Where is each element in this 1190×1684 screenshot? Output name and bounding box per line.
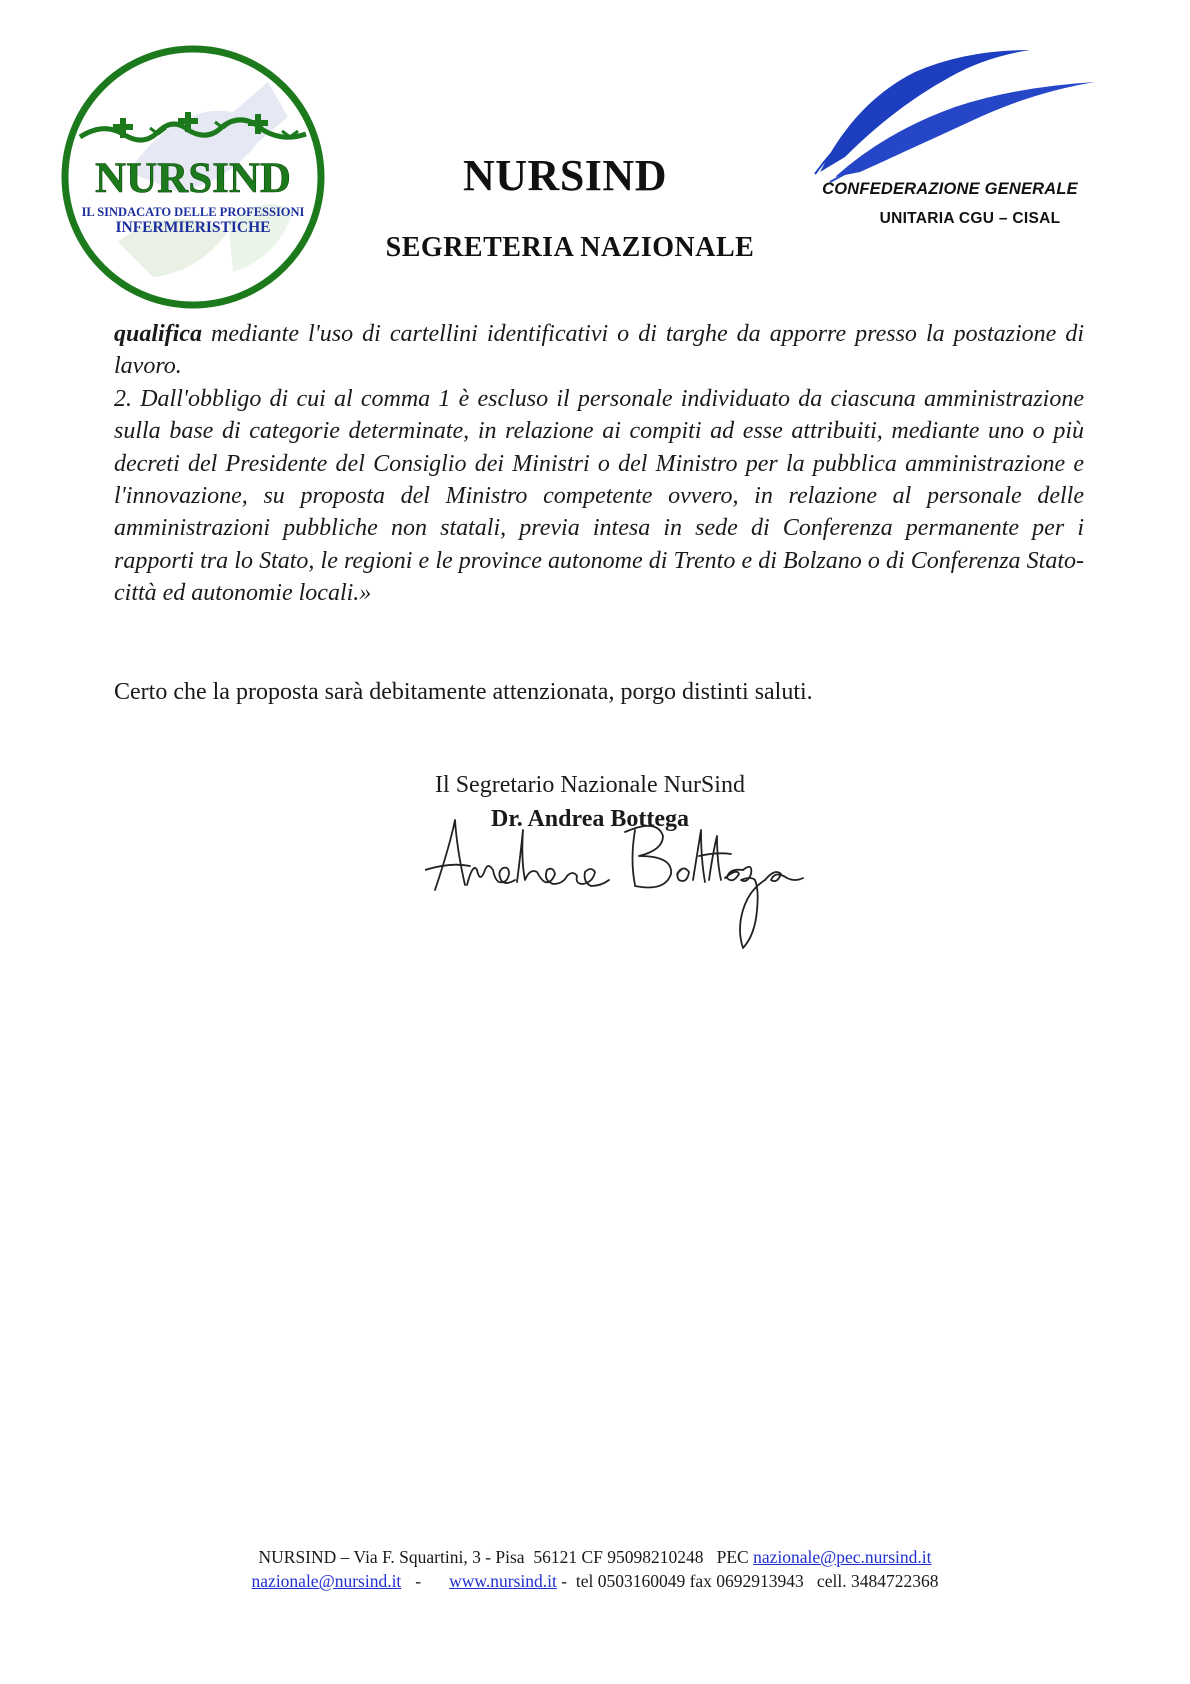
logo-left-tagline-2: INFERMIERISTICHE	[115, 219, 271, 236]
paragraph-1-text: mediante l'uso di cartellini identificativi o di targhe da apporre presso la postazione di lavoro.	[114, 321, 1084, 380]
cgu-cisal-logo	[805, 42, 1105, 192]
footer	[0, 1545, 1190, 1593]
logo-left-name: NURSIND	[95, 155, 291, 202]
paragraph-1	[114, 318, 1084, 383]
confederation-line-1: CONFEDERAZIONE GENERALE	[822, 180, 1078, 198]
letter-body	[114, 318, 1084, 610]
footer-line-1	[0, 1545, 1190, 1569]
signatory-name: Dr. Andrea Bottega	[491, 806, 689, 832]
footer-address: – Via F. Squartini, 3 - Pisa 56121 CF 95098210248 PEC	[336, 1547, 754, 1567]
footer-line-2	[0, 1569, 1190, 1593]
logo-left-tagline-1: IL SINDACATO DELLE PROFESSIONI	[81, 205, 305, 219]
footer-separator: -	[415, 1571, 422, 1591]
header-subtitle: SEGRETERIA NAZIONALE	[385, 232, 755, 263]
header-title: NURSIND	[463, 151, 667, 200]
signatory-role: Il Segretario Nazionale NurSind	[435, 772, 745, 798]
email-link[interactable]: nazionale@nursind.it	[251, 1571, 402, 1591]
nursind-logo	[58, 42, 328, 312]
paragraph-2: 2. Dall'obbligo di cui al comma 1 è escluso il personale individuato da ciascuna amministrazione sulla base di categorie determinate, in relazione ai compiti ad esse attribuiti, mediante uno o più decreti del Presidente del Consiglio dei Ministri o del Ministro per la pubblica amministrazione e l'innovazione, su proposta del Ministro competente ovvero, in relazione al personale delle amministrazioni pubbliche non statali, previa intesa in sede di Conferenza permanente per i rapporti tra lo Stato, le regioni e le province autonome di Trento e di Bolzano o di Conferenza Stato-città ed autonomie locali.»	[114, 385, 1084, 607]
handwritten-signature	[425, 800, 805, 950]
bold-term: qualifica	[114, 321, 202, 347]
closing-sentence: Certo che la proposta sarà debitamente attenzionata, porgo distinti saluti.	[114, 679, 813, 705]
pec-email-link[interactable]: nazionale@pec.nursind.it	[753, 1547, 932, 1567]
footer-org: NURSIND	[258, 1547, 337, 1567]
confederation-line-2: UNITARIA CGU – CISAL	[879, 210, 1061, 227]
website-link[interactable]: www.nursind.it	[449, 1571, 557, 1591]
footer-contacts: - tel 0503160049 fax 0692913943 cell. 3484722368	[556, 1571, 939, 1591]
